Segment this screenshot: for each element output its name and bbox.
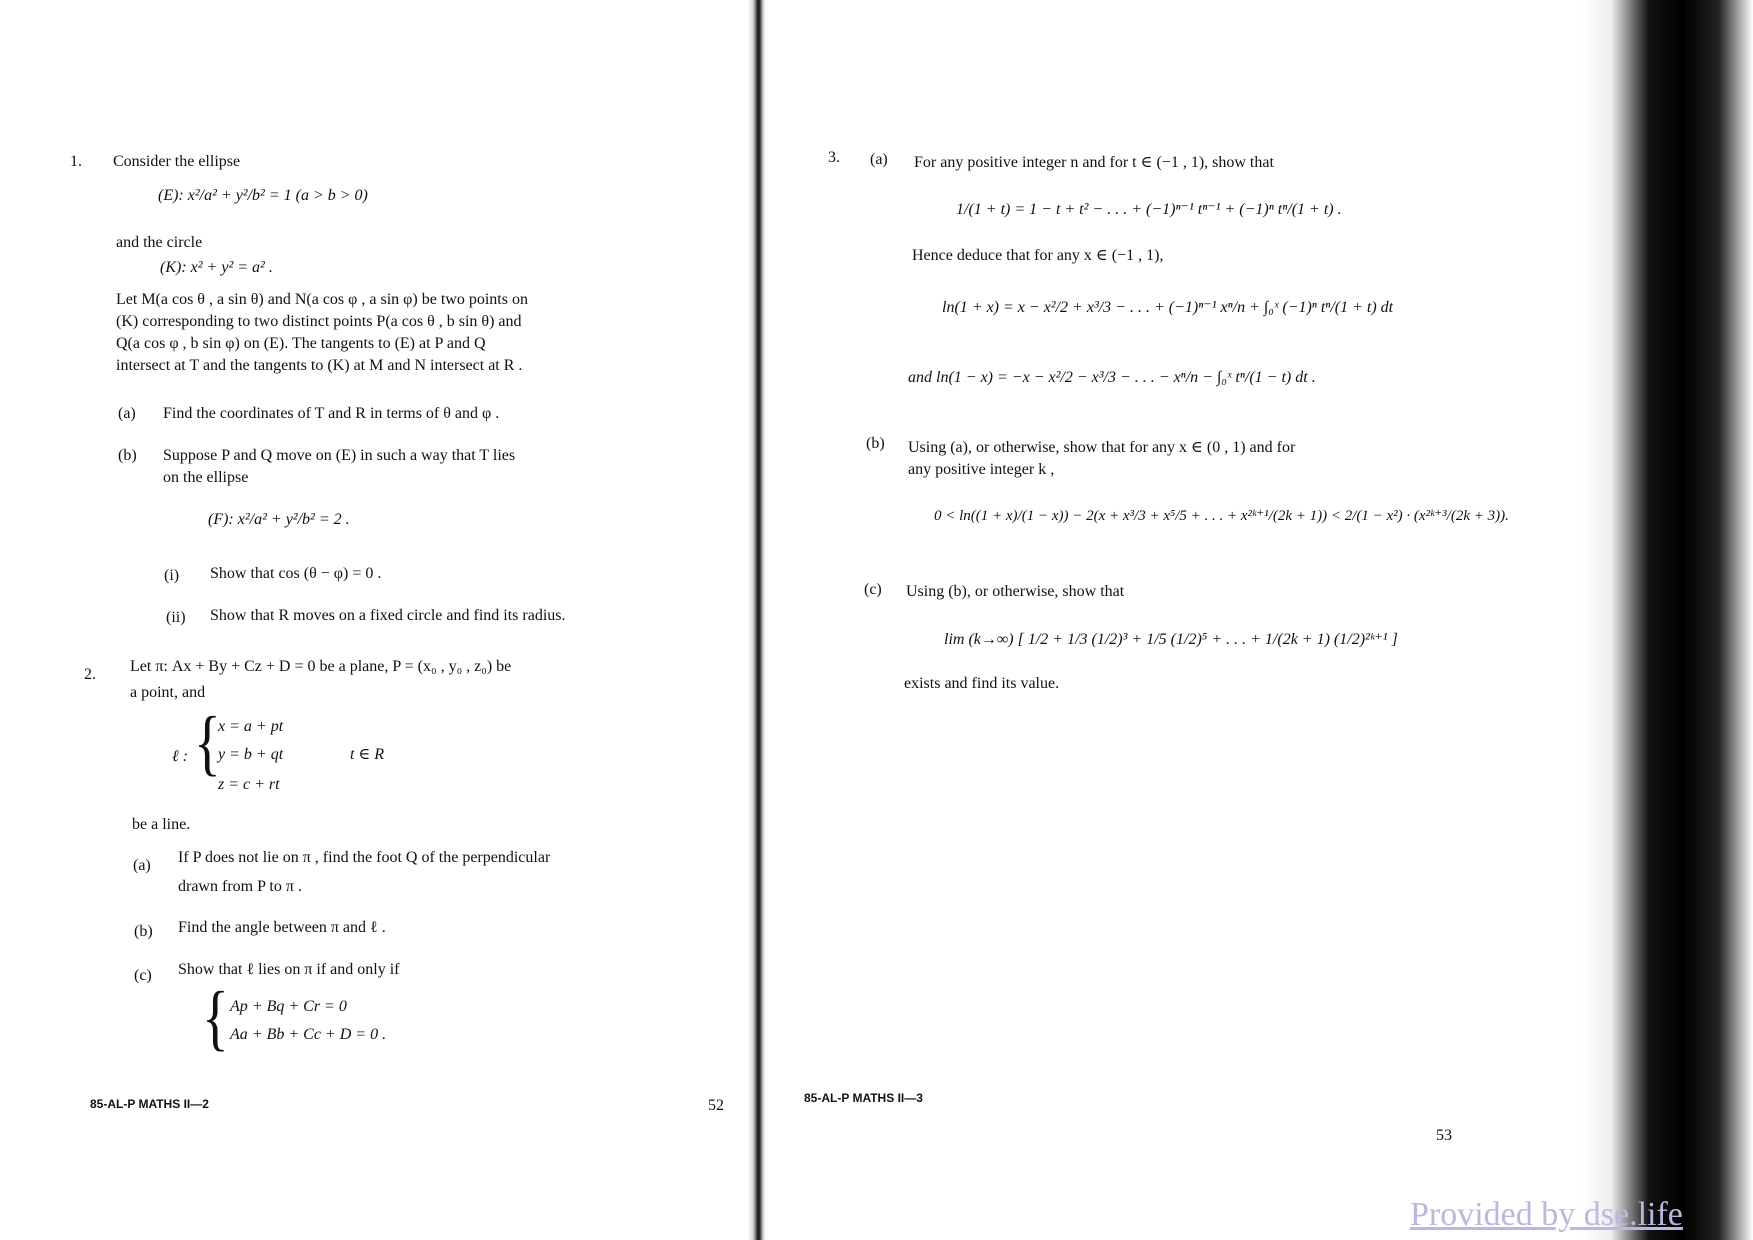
q2-condition-1: Ap + Bq + Cr = 0 [230,998,347,1015]
q2-let-line-1: Let π: Ax + By + Cz + D = 0 be a plane, P = (x₀ , y₀ , z₀) be [130,658,512,675]
q3-part-b-text-2: any positive integer k , [908,461,1055,478]
q1-part-a-label: (a) [118,405,136,422]
q1-part-b-label: (b) [118,447,137,464]
q1-part-bii-label: (ii) [166,609,186,626]
page-edge-shadow [1580,0,1753,1240]
q1-and-circle: and the circle [116,234,203,251]
q1-let-line-3: Q(a cos φ , b sin φ) on (E). The tangents to (E) at P and Q [116,335,486,352]
q3-part-c-label: (c) [864,581,882,598]
q2-line-y: y = b + qt [218,746,284,763]
q2-part-a-text-2: drawn from P to π . [178,878,302,895]
q1-part-bi-label: (i) [164,567,180,584]
q1-part-bi-text: Show that cos (θ − φ) = 0 . [210,565,382,582]
q2-be-line: be a line. [132,816,191,833]
q3-part-b-text-1: Using (a), or otherwise, show that for any x ∈ (0 , 1) and for [908,439,1296,456]
q2-condition-2: Aa + Bb + Cc + D = 0 . [230,1026,387,1043]
q2-line-label: ℓ : [172,748,188,765]
q2-part-b-label: (b) [134,923,153,940]
q2-part-c-text: Show that ℓ lies on π if and only if [178,961,400,978]
q3-number: 3. [828,149,840,166]
q2-line-x: x = a + pt [218,718,284,735]
q3-part-a-label: (a) [870,151,888,168]
q1-ellipse-f: (F): x²/a² + y²/b² = 2 . [208,511,350,528]
q1-let-line-4: intersect at T and the tangents to (K) at M and N intersect at R . [116,357,523,374]
right-footer-code: 85-AL-P MATHS II—3 [804,1091,923,1105]
left-page-number: 52 [708,1097,724,1114]
watermark[interactable]: Provided by dse.life [1410,1196,1683,1233]
q1-intro: Consider the ellipse [113,153,241,170]
right-page-number: 53 [1436,1127,1452,1144]
q2-let-line-2: a point, and [130,684,206,701]
q3-part-a-text: For any positive integer n and for t ∈ (−1 , 1), show that [914,154,1274,171]
q2-t-domain: t ∈ R [350,746,385,763]
q2-part-c-label: (c) [134,967,152,984]
q2-part-a-text-1: If P does not lie on π , find the foot Q of the perpendicular [178,849,551,866]
q1-let-line-2: (K) corresponding to two distinct points P(a cos θ , b sin θ) and [116,313,522,330]
q3-ln-plus-formula: ln(1 + x) = x − x²/2 + x³/3 − . . . + (−1)ⁿ⁻¹ xⁿ/n + ∫₀ˣ (−1)ⁿ tⁿ/(1 + t) dt [942,299,1394,316]
q1-part-bii-text: Show that R moves on a fixed circle and find its radius. [210,607,566,624]
q3-part-a-identity: 1/(1 + t) = 1 − t + t² − . . . + (−1)ⁿ⁻¹ tⁿ⁻¹ + (−1)ⁿ tⁿ/(1 + t) . [956,201,1342,218]
q1-number: 1. [70,153,82,170]
q3-part-c-end: exists and find its value. [904,675,1060,692]
left-footer-code: 85-AL-P MATHS II—2 [90,1097,209,1111]
right-page [766,0,1580,1240]
book-gutter [748,0,766,1240]
q3-part-b-inequality: 0 < ln((1 + x)/(1 − x)) − 2(x + x³/3 + x⁵/5 + . . . + x²ᵏ⁺¹/(2k + 1)) < 2/(1 − x²) · (x²ᵏ⁺³/(2k + 3)). [934,508,1509,524]
q2-part-a-label: (a) [133,857,151,874]
q2-condition-brace: { [202,977,229,1059]
q3-hence-text: Hence deduce that for any x ∈ (−1 , 1), [912,247,1164,264]
q1-part-b-text-1: Suppose P and Q move on (E) in such a way that T lies [163,447,516,464]
left-page [0,0,748,1240]
q3-part-c-text: Using (b), or otherwise, show that [906,583,1125,600]
q1-let-line-1: Let M(a cos θ , a sin θ) and N(a cos φ , a sin φ) be two points on [116,291,528,308]
q2-part-b-text: Find the angle between π and ℓ . [178,919,386,936]
q2-number: 2. [84,666,96,683]
q1-part-b-text-2: on the ellipse [163,469,249,486]
q2-line-z: z = c + rt [218,776,280,793]
q1-part-a-text: Find the coordinates of T and R in terms of θ and φ . [163,405,500,422]
q3-part-b-label: (b) [866,435,885,452]
q3-ln-minus-formula: and ln(1 − x) = −x − x²/2 − x³/3 − . . . − xⁿ/n − ∫₀ˣ tⁿ/(1 − t) dt . [908,369,1316,386]
q2-line-brace: { [194,702,221,784]
q3-part-c-limit: lim (k→∞) [ 1/2 + 1/3 (1/2)³ + 1/5 (1/2)⁵ + . . . + 1/(2k + 1) (1/2)²ᵏ⁺¹ ] [944,631,1398,648]
q1-ellipse-e: (E): x²/a² + y²/b² = 1 (a > b > 0) [158,187,368,204]
q1-circle-k: (K): x² + y² = a² . [160,259,273,276]
